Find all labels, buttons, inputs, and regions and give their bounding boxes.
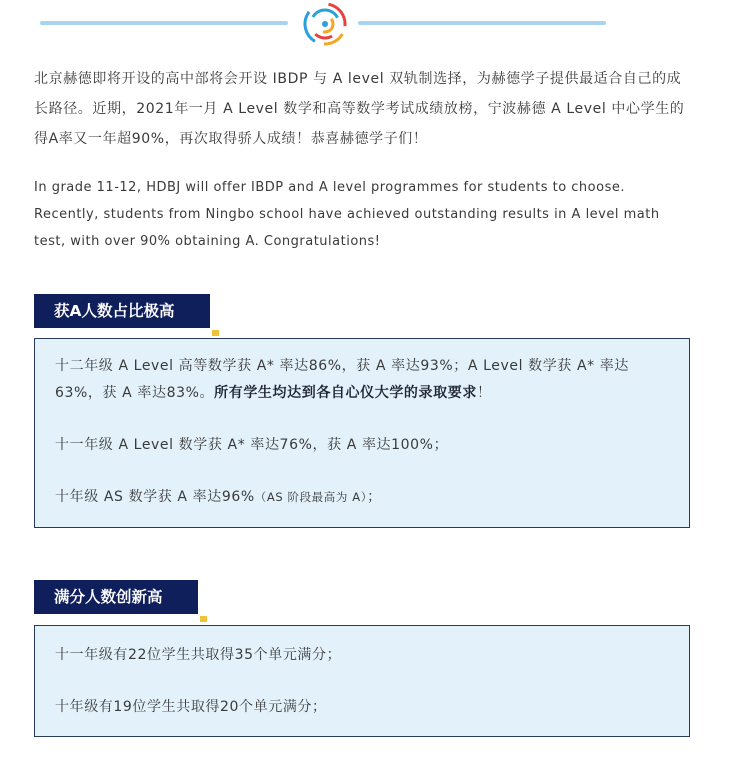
section-heading-label: 满分人数创新高 bbox=[54, 588, 163, 606]
grade11-results: 十一年级 A Level 数学获 A* 率达76%，获 A 率达100%； bbox=[55, 437, 449, 453]
grade10-note: （AS 阶段最高为 A） bbox=[254, 490, 368, 504]
grade12-highlight: 所有学生均达到各自心仪大学的录取要求 bbox=[214, 385, 477, 401]
grade10-results bbox=[55, 484, 669, 511]
intro-english-paragraph: In grade 11-12, HDBJ will offer IBDP and A level programmes for students to choose. Recently, students from Ningbo school have achieved outstanding results in A level math test, with over 90% obtaining A. Congratulations! bbox=[34, 180, 660, 249]
section-heading-a-rate bbox=[34, 294, 210, 328]
grade12-end: ！ bbox=[476, 385, 492, 401]
a-rate-results-box bbox=[34, 338, 690, 528]
intro-chinese-paragraph: 北京赫德即将开设的高中部将会开设 IBDP 与 A level 双轨制选择，为赫德学子提供最适合自己的成长路径。近期，2021年一月 A Level 数学和高等数学考试成绩放榜，宁波赫德 A Level 中心学生的得A率又一年超90%，再次取得骄人成绩！恭喜赫德学子们！ bbox=[34, 71, 685, 147]
grade11-full-marks: 十一年级有22位学生共取得35个单元满分； bbox=[55, 647, 342, 663]
grade12-text: 十二年级 A Level 高等数学获 A* 率达86%，获 A 率达93%；A Level 数学获 A* 率达63%，获 A 率达83%。 bbox=[55, 358, 629, 401]
full-marks-results-box bbox=[34, 625, 690, 737]
divider-line-left bbox=[40, 21, 288, 25]
grade10-end: ； bbox=[367, 489, 382, 505]
grade10-text: 十年级 AS 数学获 A 率达96% bbox=[55, 489, 255, 505]
section-heading-full-marks bbox=[34, 580, 198, 614]
divider-line-right bbox=[358, 21, 606, 25]
top-divider bbox=[0, 0, 735, 50]
grade12-results bbox=[55, 353, 669, 407]
section-heading-label: 获A人数占比极高 bbox=[54, 302, 175, 320]
swirl-logo-icon bbox=[303, 2, 347, 46]
grade10-full-marks: 十年级有19位学生共取得20个单元满分； bbox=[55, 699, 327, 715]
